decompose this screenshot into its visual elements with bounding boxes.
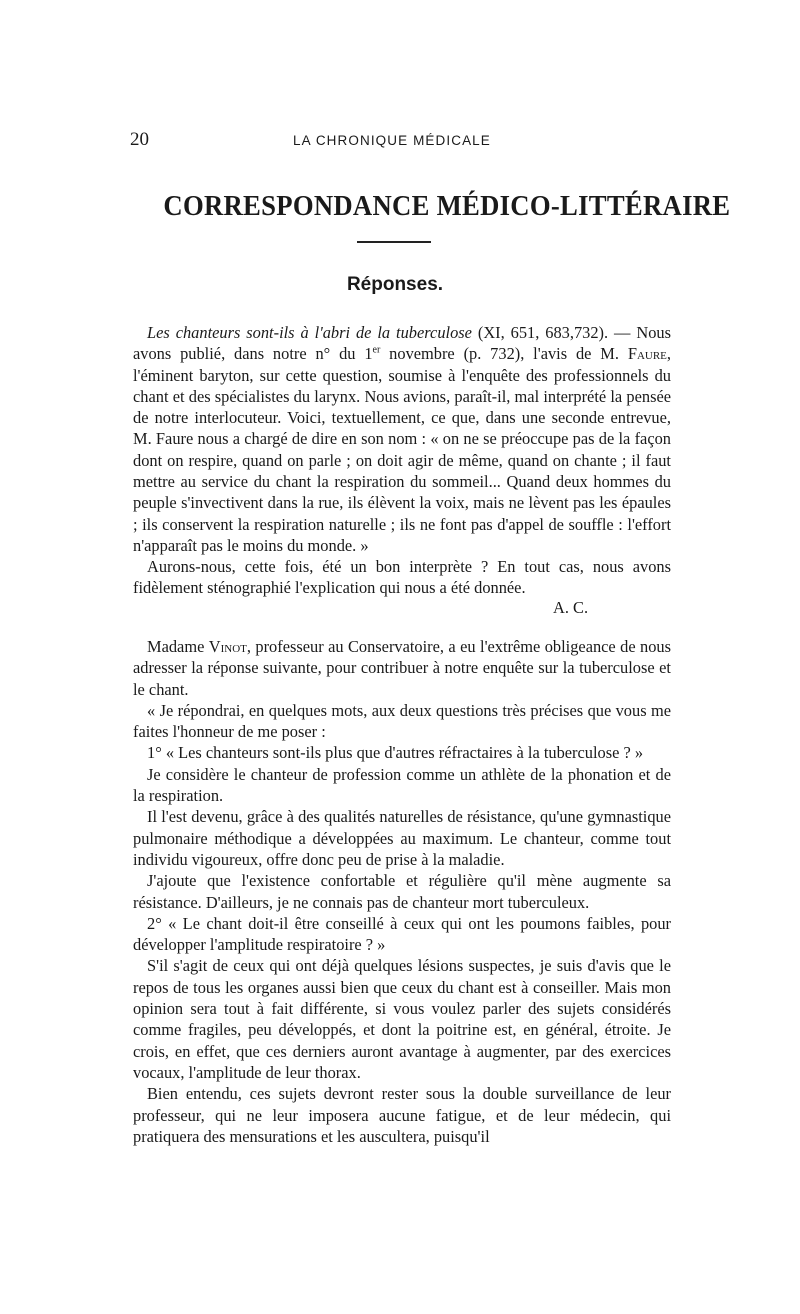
answer-faure-paragraph <box>133 322 671 556</box>
section-title: CORRESPONDANCE MÉDICO-LITTÉRAIRE <box>163 190 731 222</box>
subsection-title: Réponses. <box>346 274 444 295</box>
vinot-paragraph: S'il s'agit de ceux qui ont déjà quelques lésions suspectes, je suis d'avis que le repos de tous les organes aussi bien que ceux du chant est à conseiller. Mais mon opinion sera tout à fait différente, si vous voulez parler des sujets considérés comme fragiles, peu développés, et dont la poitrine est, en général, étroite. Je crois, en effet, que ces derniers auront avantage à augmenter, par des exercices vocaux, l'amplitude de leur thorax. <box>133 956 671 1082</box>
vinot-intro-a: Madame <box>147 637 209 656</box>
vinot-paragraph: Il l'est devenu, grâce à des qualités naturelles de résistance, qu'une gymnastique pulmonaire méthodique a développées au maximum. Le chanteur, comme tout individu vigoureux, offre donc peu de prise à la maladie. <box>133 807 671 869</box>
journal-title: LA CHRONIQUE MÉDICALE <box>293 133 491 148</box>
vinot-intro <box>133 636 671 700</box>
title-divider <box>357 241 431 243</box>
vinot-paragraph: Bien entendu, ces sujets devront rester sous la double surveillance de leur professeur, qui ne leur imposera aucune fatigue, et de leur médecin, qui pratiquera des mensurations et les auscultera, puisqu'il <box>133 1084 671 1146</box>
vinot-paragraph: Je considère le chanteur de profession comme un athlète de la phonation et de la respiration. <box>133 764 671 806</box>
question-title: Les chanteurs sont-ils à l'abri de la tuberculose <box>147 323 472 342</box>
person-name-faure: Faure <box>627 344 667 364</box>
vinot-intro-b: , professeur au Conservatoire, a eu l'extrême obligeance de nous adresser la réponse suivante, pour contribuer à notre enquête sur la tuberculose et le chant. <box>133 637 671 699</box>
vinot-paragraph: « Je répondrai, en quelques mots, aux deux questions très précises que vous me faites l'honneur de me poser : <box>133 700 671 742</box>
answer-text-b: , l'éminent baryton, sur cette question, soumise à l'enquête des professionnels du chant et des spécialistes du larynx. Nous avions, paraît-il, mal interprété la pensée de notre interlocuteur. Voici, textuellement, ce que, dans une seconde entrevue, M. Faure nous a chargé de dire en son nom : « on ne se préoccupe pas de la façon dont on respire, quand on parle ; on doit agir de même, quand on chante ; il faut mettre au service du chant la respiration du sommeil... Quand deux hommes du peuple s'invectivent dans la rue, ils élèvent la voix, mais ne lèvent pas les épaules ; ils conservent la respiration naturelle ; ils ne font pas d'appel de souffle : l'effort n'apparaît pas le moins du monde. » <box>133 344 671 555</box>
answer-vinot <box>133 636 671 1147</box>
person-name-vinot: Vinot <box>208 637 247 656</box>
question-reference: (XI, 651, 683,732). — Nous avons publié, dans notre n° du 1 <box>133 323 671 364</box>
signature: A. C. <box>553 598 589 617</box>
vinot-paragraph: 2° « Le chant doit-il être conseillé à ceux qui ont les poumons faibles, pour développer l'amplitude respiratoire ? » <box>133 913 671 955</box>
vinot-paragraph: 1° « Les chanteurs sont-ils plus que d'autres réfractaires à la tuberculose ? » <box>147 743 644 763</box>
answer-text-a: novembre (p. 732), l'avis de M. <box>380 344 628 364</box>
ordinal-superscript: er <box>372 344 381 356</box>
vinot-paragraph: J'ajoute que l'existence confortable et régulière qu'il mène augmente sa résistance. D'ailleurs, je ne connais pas de chanteur mort tuberculeux. <box>133 871 671 912</box>
page-number: 20 <box>130 129 149 150</box>
running-header <box>130 129 671 151</box>
follow-up-paragraph: Aurons-nous, cette fois, été un bon interprète ? En tout cas, nous avons fidèlement sténographié l'explication qui nous a été donnée. <box>133 557 671 598</box>
